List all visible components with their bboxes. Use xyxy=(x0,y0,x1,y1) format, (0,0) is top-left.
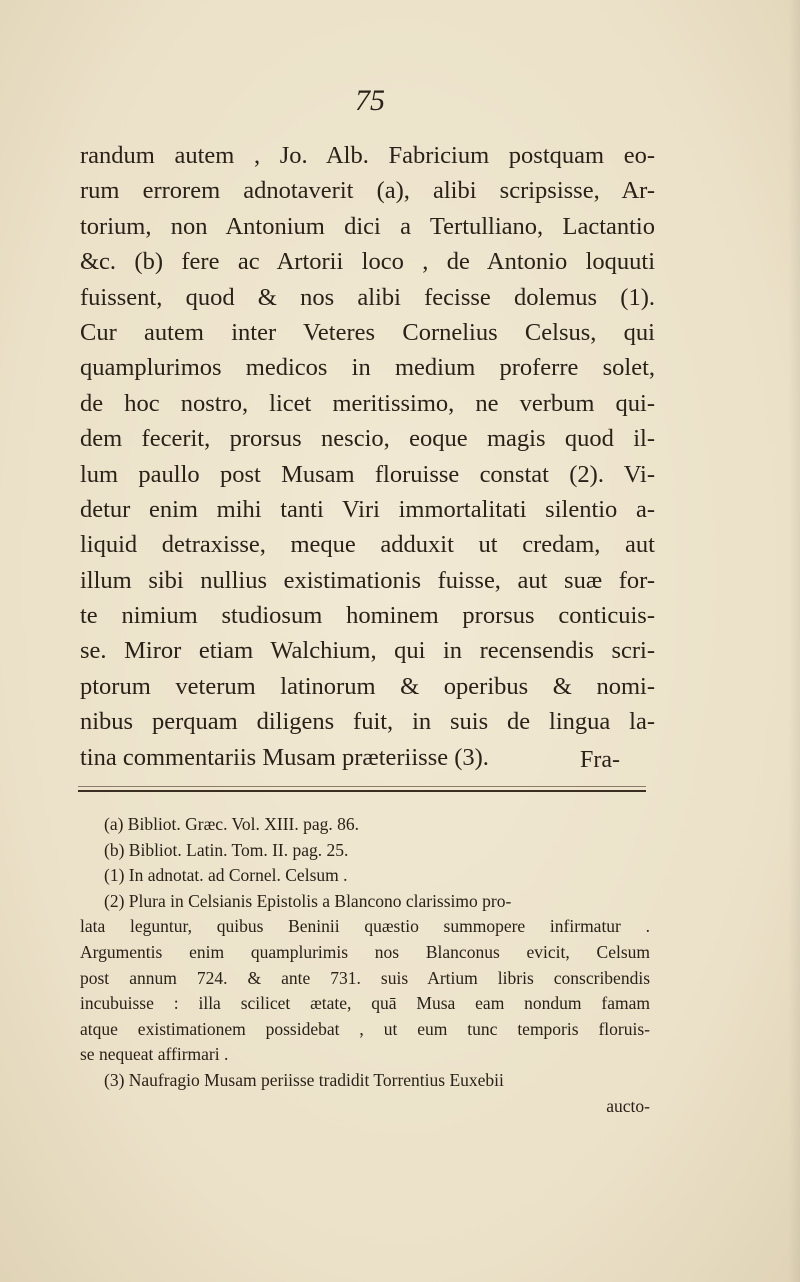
footnote-3-line: (3) Naufragio Musam periisse tradidit Torrentius Euxebii xyxy=(104,1069,504,1090)
body-line: te nimium studiosum hominem prorsus conticuis- xyxy=(80,602,655,630)
footnote: (1) In adnotat. ad Cornel. Celsum . xyxy=(104,865,348,886)
footnote-3-line: aucto- xyxy=(606,1095,650,1116)
body-line: se. Miror etiam Walchium, qui in recensendis scri- xyxy=(80,637,655,665)
footnote-2-line: (2) Plura in Celsianis Epistolis a Blancono clarissimo pro- xyxy=(104,890,512,911)
footnotes xyxy=(80,812,650,1119)
body-line: quamplurimos medicos in medium proferre solet, xyxy=(80,354,655,382)
page-number: 75 xyxy=(355,84,385,117)
body-line: &c. (b) fere ac Artorii loco , de Antonio loquuti xyxy=(80,248,655,276)
body-line: tina commentariis Musam præteriisse (3). xyxy=(80,743,489,771)
footnote-2-line: post annum 724. & ante 731. suis Artium libris conscribendis xyxy=(80,967,650,988)
body-line: torium, non Antonium dici a Tertulliano, Lactantio xyxy=(80,212,655,240)
footnote: (a) Bibliot. Græc. Vol. XIII. pag. 86. xyxy=(104,814,360,834)
catchword: Fra- xyxy=(580,747,620,773)
body-line: randum autem , Jo. Alb. Fabricium postquam eo- xyxy=(80,142,655,169)
body-line: rum errorem adnotaverit (a), alibi scripsisse, Ar- xyxy=(80,177,655,205)
body-line: nibus perquam diligens fuit, in suis de lingua la- xyxy=(80,708,655,736)
body-line: lum paullo post Musam floruisse constat (2). Vi- xyxy=(80,460,655,488)
body-line: detur enim mihi tanti Viri immortalitati silentio a- xyxy=(80,495,655,523)
body-line: ptorum veterum latinorum & operibus & nomi- xyxy=(80,672,655,700)
footnote-rule-thin xyxy=(78,786,646,787)
page-edge-shadow xyxy=(788,0,800,1282)
body-line: dem fecerit, prorsus nescio, eoque magis quod il- xyxy=(80,425,655,453)
body-line: illum sibi nullius existimationis fuisse, aut suæ for- xyxy=(80,566,655,594)
footnote-2-line: atque existimationem possidebat , ut eum tunc temporis floruis- xyxy=(80,1018,650,1039)
footnote-rule xyxy=(78,790,646,792)
body-line: liquid detraxisse, meque adduxit ut credam, aut xyxy=(80,531,655,559)
body-line: Cur autem inter Veteres Cornelius Celsus, qui xyxy=(80,318,655,346)
footnote-2-line: se nequeat affirmari . xyxy=(80,1044,229,1065)
body-line: fuissent, quod & nos alibi fecisse dolemus (1). xyxy=(80,283,655,311)
footnote-2-line: incubuisse : illa scilicet ætate, quā Musa eam nondum famam xyxy=(80,993,650,1014)
footnote: (b) Bibliot. Latin. Tom. II. pag. 25. xyxy=(104,839,349,860)
body-line: de hoc nostro, licet meritissimo, ne verbum qui- xyxy=(80,389,655,417)
body-text xyxy=(80,138,655,775)
footnote-2-line: lata leguntur, quibus Beninii quæstio summopere infirmatur . xyxy=(80,916,650,937)
footnote-2-line: Argumentis enim quamplurimis nos Blanconus evicit, Celsum xyxy=(80,941,650,962)
